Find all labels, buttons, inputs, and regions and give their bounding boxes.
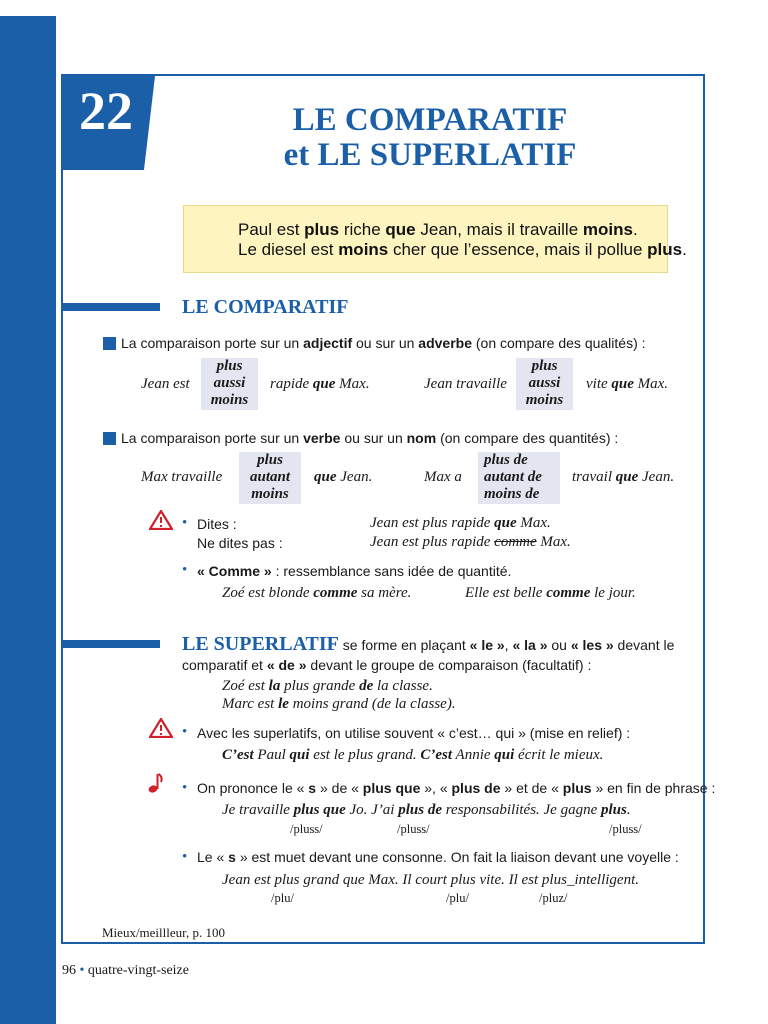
warning-icon xyxy=(149,718,173,738)
ex1-word-table xyxy=(201,358,258,410)
comparatif-rule-2: La comparaison porte sur un verbe ou sur un nom (on compare des quantités) : xyxy=(121,430,619,446)
superlatif-note-1: Avec les superlatifs, on utilise souvent « c’est… qui » (mise en relief) : xyxy=(197,725,631,741)
section-rule xyxy=(62,303,160,311)
phonetic-label: /pluss/ xyxy=(397,822,430,836)
ne-dites-pas-example: Jean est plus rapide comme Max. xyxy=(370,534,571,550)
word: plus xyxy=(216,358,243,374)
superlatif-example-2: Marc est le moins grand (de la classe). xyxy=(222,696,456,712)
superlatif-note-3-example: Jean est plus grand que Max. Il court plus vite. Il est plus_intelligent. xyxy=(222,872,640,888)
bullet-dot: • xyxy=(182,515,188,531)
intro-line-1: Paul est plus riche que Jean, mais il travaille moins. xyxy=(238,220,638,239)
bullet-square xyxy=(103,432,116,445)
page-number-words: quatre-vingt-seize xyxy=(87,963,189,978)
intro-line-2: Le diesel est moins cher que l’essence, mais il pollue plus. xyxy=(238,240,687,259)
ex2-pre: Jean travaille xyxy=(424,376,507,392)
bullet-dot: • xyxy=(182,724,188,740)
superlatif-example-1: Zoé est la plus grande de la classe. xyxy=(222,678,433,694)
superlatif-desc-line-1: LE SUPERLATIF se forme en plaçant « le », « la » ou « les » devant le xyxy=(182,633,675,655)
left-color-bar xyxy=(0,16,56,1024)
comme-note: « Comme » : ressemblance sans idée de quantité. xyxy=(197,563,512,579)
comme-example-1: Zoé est blonde comme sa mère. xyxy=(222,585,412,601)
phonetic-label: /pluz/ xyxy=(539,891,568,905)
superlatif-desc-line-2: comparatif et « de » devant le groupe de comparaison (facultatif) : xyxy=(182,657,592,673)
chapter-number: 22 xyxy=(79,81,133,141)
bullet-dot: • xyxy=(182,562,188,578)
chapter-title-line1: LE COMPARATIF xyxy=(292,102,568,138)
page-number: 96 xyxy=(62,963,76,978)
word: moins xyxy=(210,392,249,408)
chapter-title-line2: et LE SUPERLATIF xyxy=(283,137,577,173)
bullet-dot: • xyxy=(182,780,188,796)
section-rule xyxy=(62,640,160,648)
superlatif-note-2-example: Je travaille plus que Jo. J’ai plus de responsabilités. Je gagne plus. xyxy=(222,802,631,818)
comme-example-2: Elle est belle comme le jour. xyxy=(465,585,636,601)
dites-example: Jean est plus rapide que Max. xyxy=(370,515,551,531)
word: autant xyxy=(249,469,291,485)
phonetic-label: /pluss/ xyxy=(290,822,323,836)
comparatif-heading: LE COMPARATIF xyxy=(182,296,349,318)
word: moins xyxy=(251,486,289,502)
ne-dites-pas-label: Ne dites pas : xyxy=(197,535,283,551)
music-note-icon xyxy=(148,772,164,799)
superlatif-note-2: On prononce le « s » de « plus que », « plus de » et de « plus » en fin de phrase : xyxy=(197,780,716,796)
ex3-pre: Max travaille xyxy=(141,469,223,485)
dites-label: Dites : xyxy=(197,516,237,532)
superlatif-note-3: Le « s » est muet devant une consonne. On fait la liaison devant une voyelle : xyxy=(197,849,679,865)
ex2-word-table xyxy=(516,358,573,410)
phonetic-label: /plu/ xyxy=(271,891,294,905)
ex1-post: rapide que Max. xyxy=(270,376,370,392)
word: plus de xyxy=(484,452,528,468)
page-footer: 96 • quatre-vingt-seize xyxy=(62,963,189,978)
ex4-pre: Max a xyxy=(424,469,462,485)
warning-icon xyxy=(149,510,173,530)
phonetic-label: /pluss/ xyxy=(609,822,642,836)
ex4-word-table xyxy=(478,452,560,504)
comparatif-rule-1: La comparaison porte sur un adjectif ou sur un adverbe (on compare des qualités) : xyxy=(121,335,646,351)
ex2-post: vite que Max. xyxy=(586,376,669,392)
bullet-square xyxy=(103,337,116,350)
cross-reference: Mieux/meillleur, p. 100 xyxy=(102,925,225,940)
word: plus xyxy=(257,452,283,468)
phonetic-label: /plu/ xyxy=(446,891,469,905)
ex3-word-table xyxy=(239,452,301,504)
ex3-post: que Jean. xyxy=(314,469,373,485)
superlatif-note-1-example: C’est Paul qui est le plus grand. C’est Annie qui écrit le mieux. xyxy=(222,747,604,763)
word: aussi xyxy=(213,375,246,391)
word: autant de xyxy=(484,469,542,485)
word: aussi xyxy=(528,375,561,391)
ex1-pre: Jean est xyxy=(141,376,190,392)
superlatif-heading: LE SUPERLATIF xyxy=(182,633,339,655)
bullet-dot: • xyxy=(182,849,188,865)
ex4-post: travail que Jean. xyxy=(572,469,675,485)
word: plus xyxy=(531,358,558,374)
word: moins xyxy=(525,392,564,408)
word: moins de xyxy=(484,486,540,502)
